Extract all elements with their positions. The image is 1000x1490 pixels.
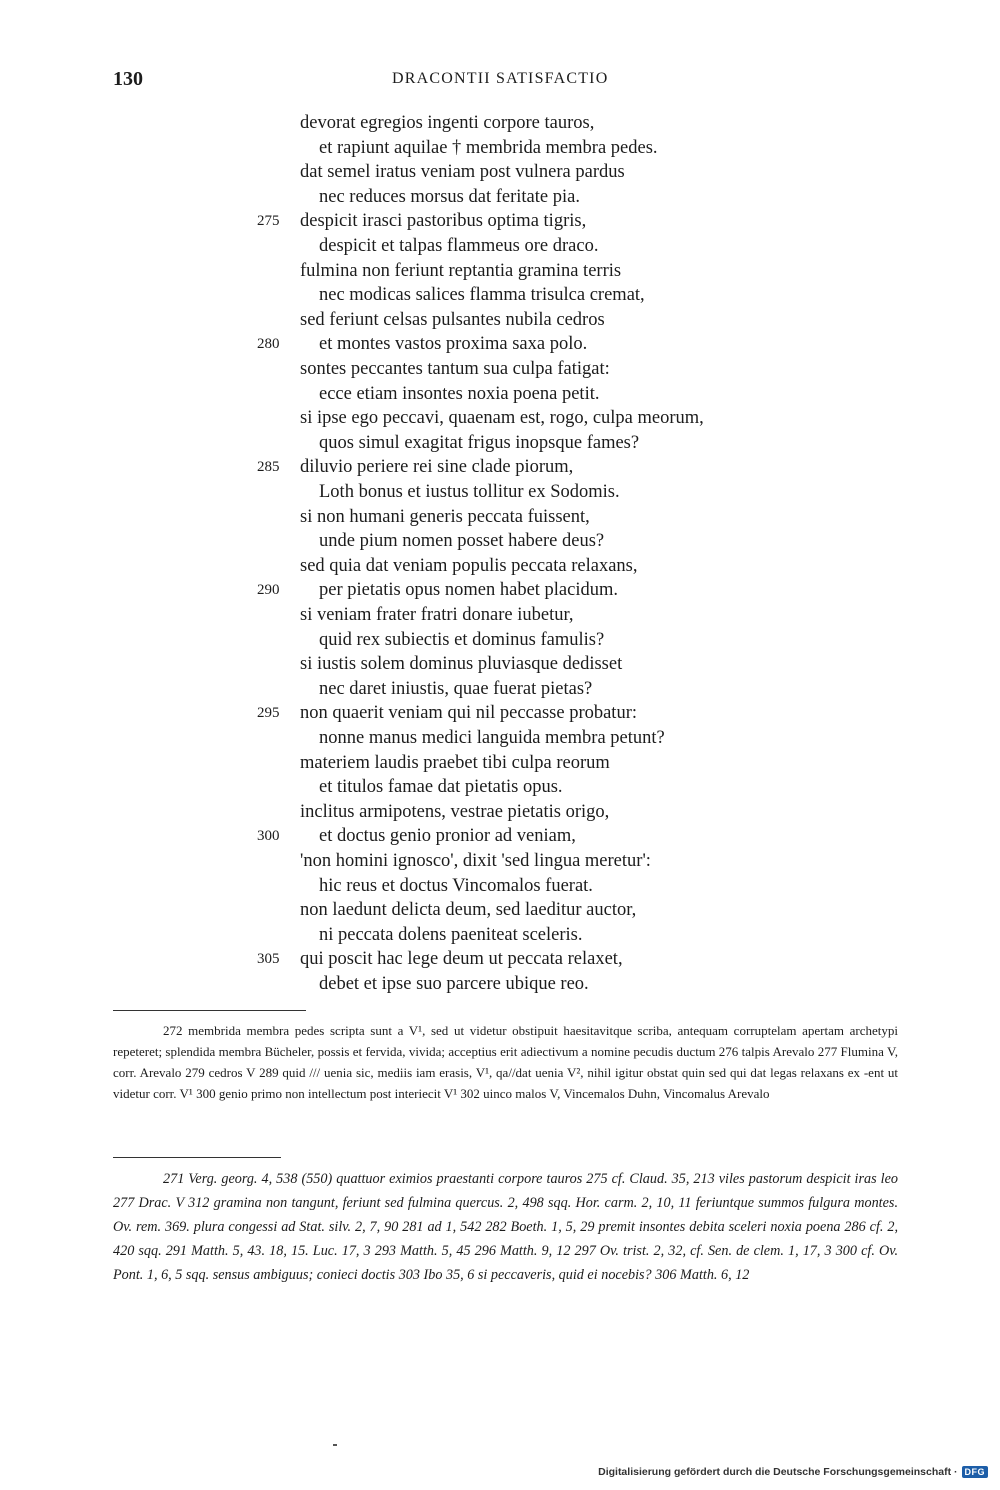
verse-text: ecce etiam insontes noxia poena petit. (319, 383, 600, 404)
sources-text: 271 Verg. georg. 4, 538 (550) quattuor eximios praestanti corpore tauros 275 cf. Claud. 35, 213 viles pastorum despicit iras leo 277 Drac. V 312 gramina non tangunt, feriunt sed fulmina quercus. 2, 498 sqq. Hor. carm. 2, 10, 11 feriuntque summos fulgura montes. Ov. rem. 369. plura congessi ad Stat. silv. 2, 7, 90 281 ad 1, 542 282 Boeth. 1, 5, 29 premit insontes debita sceleri noxia poena 286 cf. 2, 420 sqq. 291 Matth. 5, 43. 18, 15. Luc. 17, 3 293 Matth. 5, 45 296 Matth. 9, 12 297 Ov. trist. 2, 32, cf. Sen. de clem. 1, 17, 3 300 cf. Ov. Pont. 1, 6, 5 sqq. sensus ambiguus; conieci doctis 303 Ibo 35, 6 si peccaveris, quid ei nocebis? 306 Matth. 6, 12 (113, 1171, 898, 1283)
verse-text: quid rex subiectis et dominus famulis? (319, 629, 605, 650)
verse-line (0, 700, 1000, 726)
line-number: 305 (257, 951, 280, 968)
verse-text: quos simul exagitat frigus inopsque fames? (319, 432, 640, 453)
verse-text: si non humani generis peccata fuissent, (300, 506, 590, 527)
verse-text: Loth bonus et iustus tollitur ex Sodomis. (319, 482, 620, 502)
line-number: 280 (257, 336, 280, 353)
verse-text: devorat egregios ingenti corpore tauros, (300, 113, 595, 133)
sources-apparatus (113, 1167, 898, 1287)
line-number: 295 (257, 705, 280, 722)
verse-text: si iustis solem dominus pluviasque dedisset (300, 654, 623, 675)
verse-line (0, 799, 1000, 825)
verse-text: et montes vastos proxima saxa polo. (319, 334, 588, 355)
verse-line (0, 725, 1000, 751)
verse-text: debet et ipse suo parcere ubique reo. (319, 974, 589, 994)
verse-text: unde pium nomen posset habere deus? (319, 531, 605, 552)
verse-text: nec reduces morsus dat feritate pia. (319, 186, 580, 207)
verse-line (0, 159, 1000, 185)
verse-line (0, 750, 1000, 776)
line-number: 300 (257, 828, 280, 845)
verse-line (0, 651, 1000, 677)
verse-line (0, 676, 1000, 702)
critical-apparatus (113, 1020, 898, 1104)
verse-line (0, 528, 1000, 554)
verse-text: dat semel iratus veniam post vulnera pardus (300, 162, 625, 183)
footer-text: Digitalisierung gefördert durch die Deutsche Forschungsgemeinschaft · (598, 1466, 958, 1478)
apparatus-divider (113, 1010, 306, 1011)
verse-line (0, 577, 1000, 603)
line-number: 285 (257, 459, 280, 476)
verse-text: despicit et talpas flammeus ore draco. (319, 236, 599, 256)
verse-text: ni peccata dolens paeniteat sceleris. (319, 924, 583, 945)
verse-text: sed quia dat veniam populis peccata relaxans, (300, 555, 638, 576)
verse-text: sed feriunt celsas pulsantes nubila cedros (300, 309, 605, 330)
verse-text: nec daret iniustis, quae fuerat pietas? (319, 678, 593, 699)
line-number: 290 (257, 582, 280, 599)
verse-text: nec modicas salices flamma trisulca cremat, (319, 285, 645, 306)
dfg-logo-icon: DFG (962, 1466, 989, 1478)
verse-line (0, 823, 1000, 849)
verse-line (0, 135, 1000, 161)
verse-line (0, 405, 1000, 431)
verse-line (0, 282, 1000, 308)
verse-line (0, 184, 1000, 210)
verse-line (0, 356, 1000, 382)
verse-text: et titulos famae dat pietatis opus. (319, 777, 563, 798)
verse-text: non quaerit veniam qui nil peccasse probatur: (300, 703, 638, 724)
verse-text: et doctus genio pronior ad veniam, (319, 826, 576, 847)
verse-line (0, 946, 1000, 972)
verse-line (0, 307, 1000, 333)
line-number: 275 (257, 213, 280, 230)
verse-text: despicit irasci pastoribus optima tigris, (300, 211, 587, 232)
verse-text: nonne manus medici languida membra petunt? (319, 728, 665, 748)
verse-line (0, 971, 1000, 997)
apparatus-text: 272 membrida membra pedes scripta sunt a V¹, sed ut videtur obstipuit haesitavitque scriba, antequam corruptelam apertam archetypi repeteret; splendida membra Bücheler, possis et fervida, vivida; acceptius erit adiectivum a nomine pecudis ductum 276 talpis Arevalo 277 Flumina V, corr. Arevalo 279 cedros V 289 quid /// uenia sic, mediis iam erasis, V¹, qa//dat uenia V², nihil igitur obstat quin sed qui dat legas relaxans ex -ent ut videtur corr. V¹ 300 genio primo non intellectum post interiecit V¹ 302 uinco malos V, Vincemalos Duhn, Vincomalus Arevalo (113, 1023, 898, 1101)
verse-text: sontes peccantes tantum sua culpa fatigat: (300, 359, 610, 379)
verse-line (0, 233, 1000, 259)
verse-line (0, 454, 1000, 480)
verse-line (0, 922, 1000, 948)
verse-text: fulmina non feriunt reptantia gramina terris (300, 260, 622, 281)
digitization-footer (598, 1463, 988, 1481)
verse-line (0, 258, 1000, 284)
verse-line (0, 553, 1000, 579)
page-speck (333, 1444, 337, 1446)
verse-text: si ipse ego peccavi, quaenam est, rogo, culpa meorum, (300, 408, 704, 429)
verse-text: materiem laudis praebet tibi culpa reorum (300, 752, 610, 773)
page-header (0, 68, 1000, 98)
verse-line (0, 774, 1000, 800)
verse-line (0, 873, 1000, 899)
verse-line (0, 208, 1000, 234)
verse-text: 'non homini ignosco', dixit 'sed lingua meretur': (300, 851, 651, 871)
verse-line (0, 331, 1000, 357)
verse-line (0, 430, 1000, 456)
verse-text: diluvio periere rei sine clade piorum, (300, 457, 574, 478)
verse-text: per pietatis opus nomen habet placidum. (319, 580, 619, 601)
verse-line (0, 479, 1000, 505)
verse-text: non laedunt delicta deum, sed laeditur auctor, (300, 900, 637, 921)
verse-line (0, 602, 1000, 628)
verse-line (0, 897, 1000, 923)
verse-line (0, 381, 1000, 407)
verse-text: si veniam frater fratri donare iubetur, (300, 605, 574, 625)
verse-text: hic reus et doctus Vincomalos fuerat. (319, 875, 593, 896)
verse-line (0, 110, 1000, 136)
verse-text: inclitus armipotens, vestrae pietatis origo, (300, 801, 610, 822)
verse-line (0, 504, 1000, 530)
page-number: 130 (113, 68, 143, 90)
verse-line (0, 627, 1000, 653)
sources-divider (113, 1157, 281, 1158)
verse-text: et rapiunt aquilae † membrida membra pedes. (319, 137, 658, 158)
verse-text: qui poscit hac lege deum ut peccata relaxet, (300, 949, 623, 970)
running-title: DRACONTII SATISFACTIO (392, 70, 609, 87)
verse-line (0, 848, 1000, 874)
